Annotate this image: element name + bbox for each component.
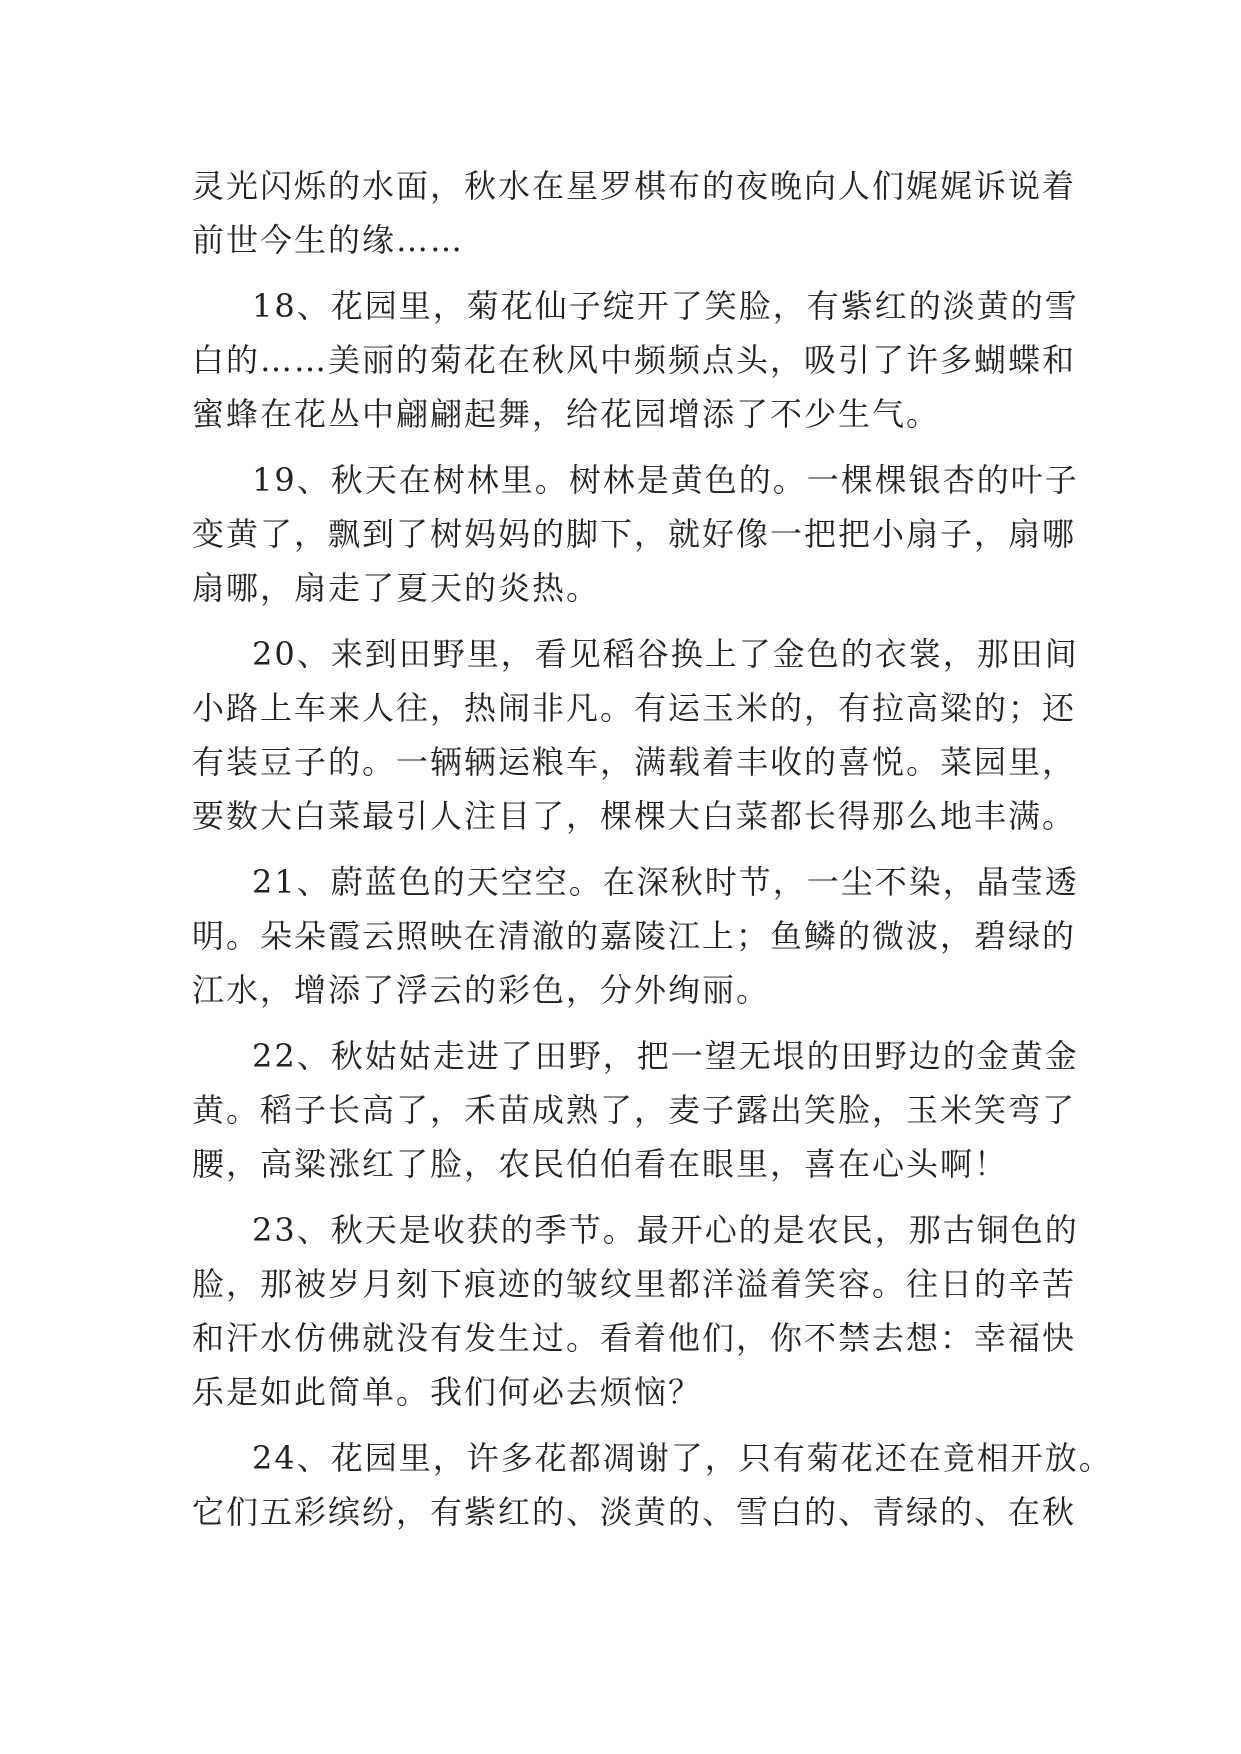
paragraph-line: 脸，那被岁月刻下痕迹的皱纹里都洋溢着笑容。往日的辛苦 [192, 1265, 1077, 1303]
paragraph-line: 腰，高粱涨红了脸，农民伯伯看在眼里，喜在心头啊！ [192, 1145, 1009, 1183]
paragraph-line: 20、来到田野里，看见稻谷换上了金色的衣裳，那田间 [252, 635, 1079, 673]
paragraph-line: 有装豆子的。一辆辆运粮车，满载着丰收的喜悦。菜园里， [192, 743, 1077, 781]
paragraph-line: 白的……美丽的菊花在秋风中频频点头，吸引了许多蝴蝶和 [192, 341, 1077, 379]
document-body [192, 159, 1113, 1539]
paragraph-20 [192, 627, 1079, 843]
paragraph-23 [192, 1203, 1079, 1419]
paragraph-line: 前世今生的缘…… [192, 221, 465, 259]
paragraph-line: 变黄了，飘到了树妈妈的脚下，就好像一把把小扇子，扇哪 [192, 515, 1077, 553]
paragraph-line: 19、秋天在树林里。树林是黄色的。一棵棵银杏的叶子 [252, 461, 1079, 499]
paragraph-line: 22、秋姑姑走进了田野，把一望无垠的田野边的金黄金 [252, 1037, 1079, 1075]
paragraph-21 [192, 855, 1079, 1017]
paragraph-17-continued [192, 159, 1077, 267]
paragraph-line: 23、秋天是收获的季节。最开心的是农民，那古铜色的 [252, 1211, 1079, 1249]
paragraph-line: 扇哪，扇走了夏天的炎热。 [192, 569, 601, 607]
paragraph-line: 要数大白菜最引人注目了，棵棵大白菜都长得那么地丰满。 [192, 797, 1077, 835]
paragraph-line: 21、蔚蓝色的天空空。在深秋时节，一尘不染，晶莹透 [252, 863, 1079, 901]
paragraph-line: 蜜蜂在花丛中翩翩起舞，给花园增添了不少生气。 [192, 395, 941, 433]
paragraph-18 [192, 279, 1079, 441]
paragraph-line: 黄。稻子长高了，禾苗成熟了，麦子露出笑脸，玉米笑弯了 [192, 1091, 1077, 1129]
paragraph-19 [192, 453, 1079, 615]
paragraph-line: 小路上车来人往，热闹非凡。有运玉米的，有拉高粱的；还 [192, 689, 1077, 727]
paragraph-22 [192, 1029, 1079, 1191]
paragraph-line: 乐是如此简单。我们何必去烦恼？ [192, 1373, 703, 1411]
paragraph-line: 江水，增添了浮云的彩色，分外绚丽。 [192, 971, 771, 1009]
paragraph-line: 它们五彩缤纷，有紫红的、淡黄的、雪白的、青绿的、在秋 [192, 1493, 1077, 1531]
paragraph-line: 24、花园里，许多花都凋谢了，只有菊花还在竟相开放。 [252, 1439, 1113, 1477]
paragraph-line: 灵光闪烁的水面，秋水在星罗棋布的夜晚向人们娓娓诉说着 [192, 167, 1077, 205]
paragraph-line: 明。朵朵霞云照映在清澈的嘉陵江上；鱼鳞的微波，碧绿的 [192, 917, 1077, 955]
paragraph-line: 18、花园里，菊花仙子绽开了笑脸，有紫红的淡黄的雪 [252, 287, 1079, 325]
paragraph-line: 和汗水仿佛就没有发生过。看着他们，你不禁去想：幸福快 [192, 1319, 1077, 1357]
paragraph-24 [192, 1431, 1113, 1539]
